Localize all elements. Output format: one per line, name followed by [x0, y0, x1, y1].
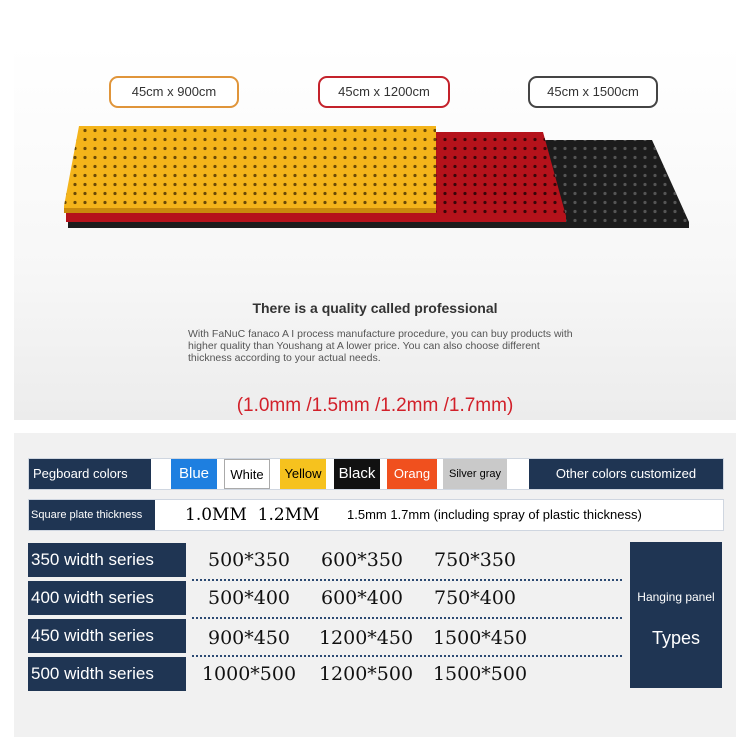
swatch-black: Black [334, 459, 380, 489]
series-label-400: 400 width series [28, 581, 186, 615]
pegboard-colors-row [28, 458, 724, 490]
plate-thickness-main: 1.0MM 1.2MM [185, 505, 320, 525]
series-label-450: 450 width series [28, 619, 186, 653]
description: With FaNuC fanaco A I process manufacture procedure, you can buy products with higher quality than Youshang at A lower price. You can also choose different thickness according to your actual needs. [188, 328, 573, 364]
size-cell: 500*350 [207, 549, 291, 571]
series-label-500: 500 width series [28, 657, 186, 691]
types-line2: Types [651, 628, 701, 648]
headline: There is a quality called professional [252, 300, 498, 316]
types-line1: Hanging panel [637, 590, 715, 604]
swatch-silver-gray: Silver gray [443, 459, 507, 489]
series-sizes-400 [190, 581, 622, 615]
plate-thickness-row [28, 499, 724, 531]
series-sizes-350 [190, 543, 622, 577]
thickness-options: (1.0mm /1.5mm /1.2mm /1.7mm) [236, 395, 514, 416]
size-cell: 500*400 [207, 587, 291, 609]
size-cell: 750*400 [433, 587, 517, 609]
swatch-white: White [224, 459, 270, 489]
plate-thickness-note: 1.5mm 1.7mm (including spray of plastic thickness) [347, 507, 642, 522]
swatch-orange: Orang [387, 459, 437, 489]
hanging-panel-types [630, 542, 722, 688]
pegboard-illustration [0, 0, 750, 260]
size-label-900: 45cm x 900cm [109, 76, 239, 108]
size-label-1200: 45cm x 1200cm [318, 76, 450, 108]
size-cell: 1500*450 [432, 627, 528, 649]
pegboard-colors-label: Pegboard colors [29, 459, 151, 489]
other-colors-customized: Other colors customized [529, 459, 723, 489]
size-cell: 750*350 [433, 549, 517, 571]
size-cell: 1000*500 [201, 663, 297, 685]
size-cell: 900*450 [207, 627, 291, 649]
series-label-350: 350 width series [28, 543, 186, 577]
size-cell: 1200*450 [318, 627, 414, 649]
size-label-1500: 45cm x 1500cm [528, 76, 658, 108]
series-sizes-500 [190, 657, 622, 691]
row-divider [192, 617, 622, 619]
size-cell: 600*400 [320, 587, 404, 609]
series-sizes-450 [190, 621, 622, 655]
size-cell: 1500*500 [432, 663, 528, 685]
size-cell: 1200*500 [318, 663, 414, 685]
swatch-yellow: Yellow [280, 459, 326, 489]
swatch-blue: Blue [171, 459, 217, 489]
size-cell: 600*350 [320, 549, 404, 571]
plate-thickness-label: Square plate thickness [29, 500, 155, 530]
